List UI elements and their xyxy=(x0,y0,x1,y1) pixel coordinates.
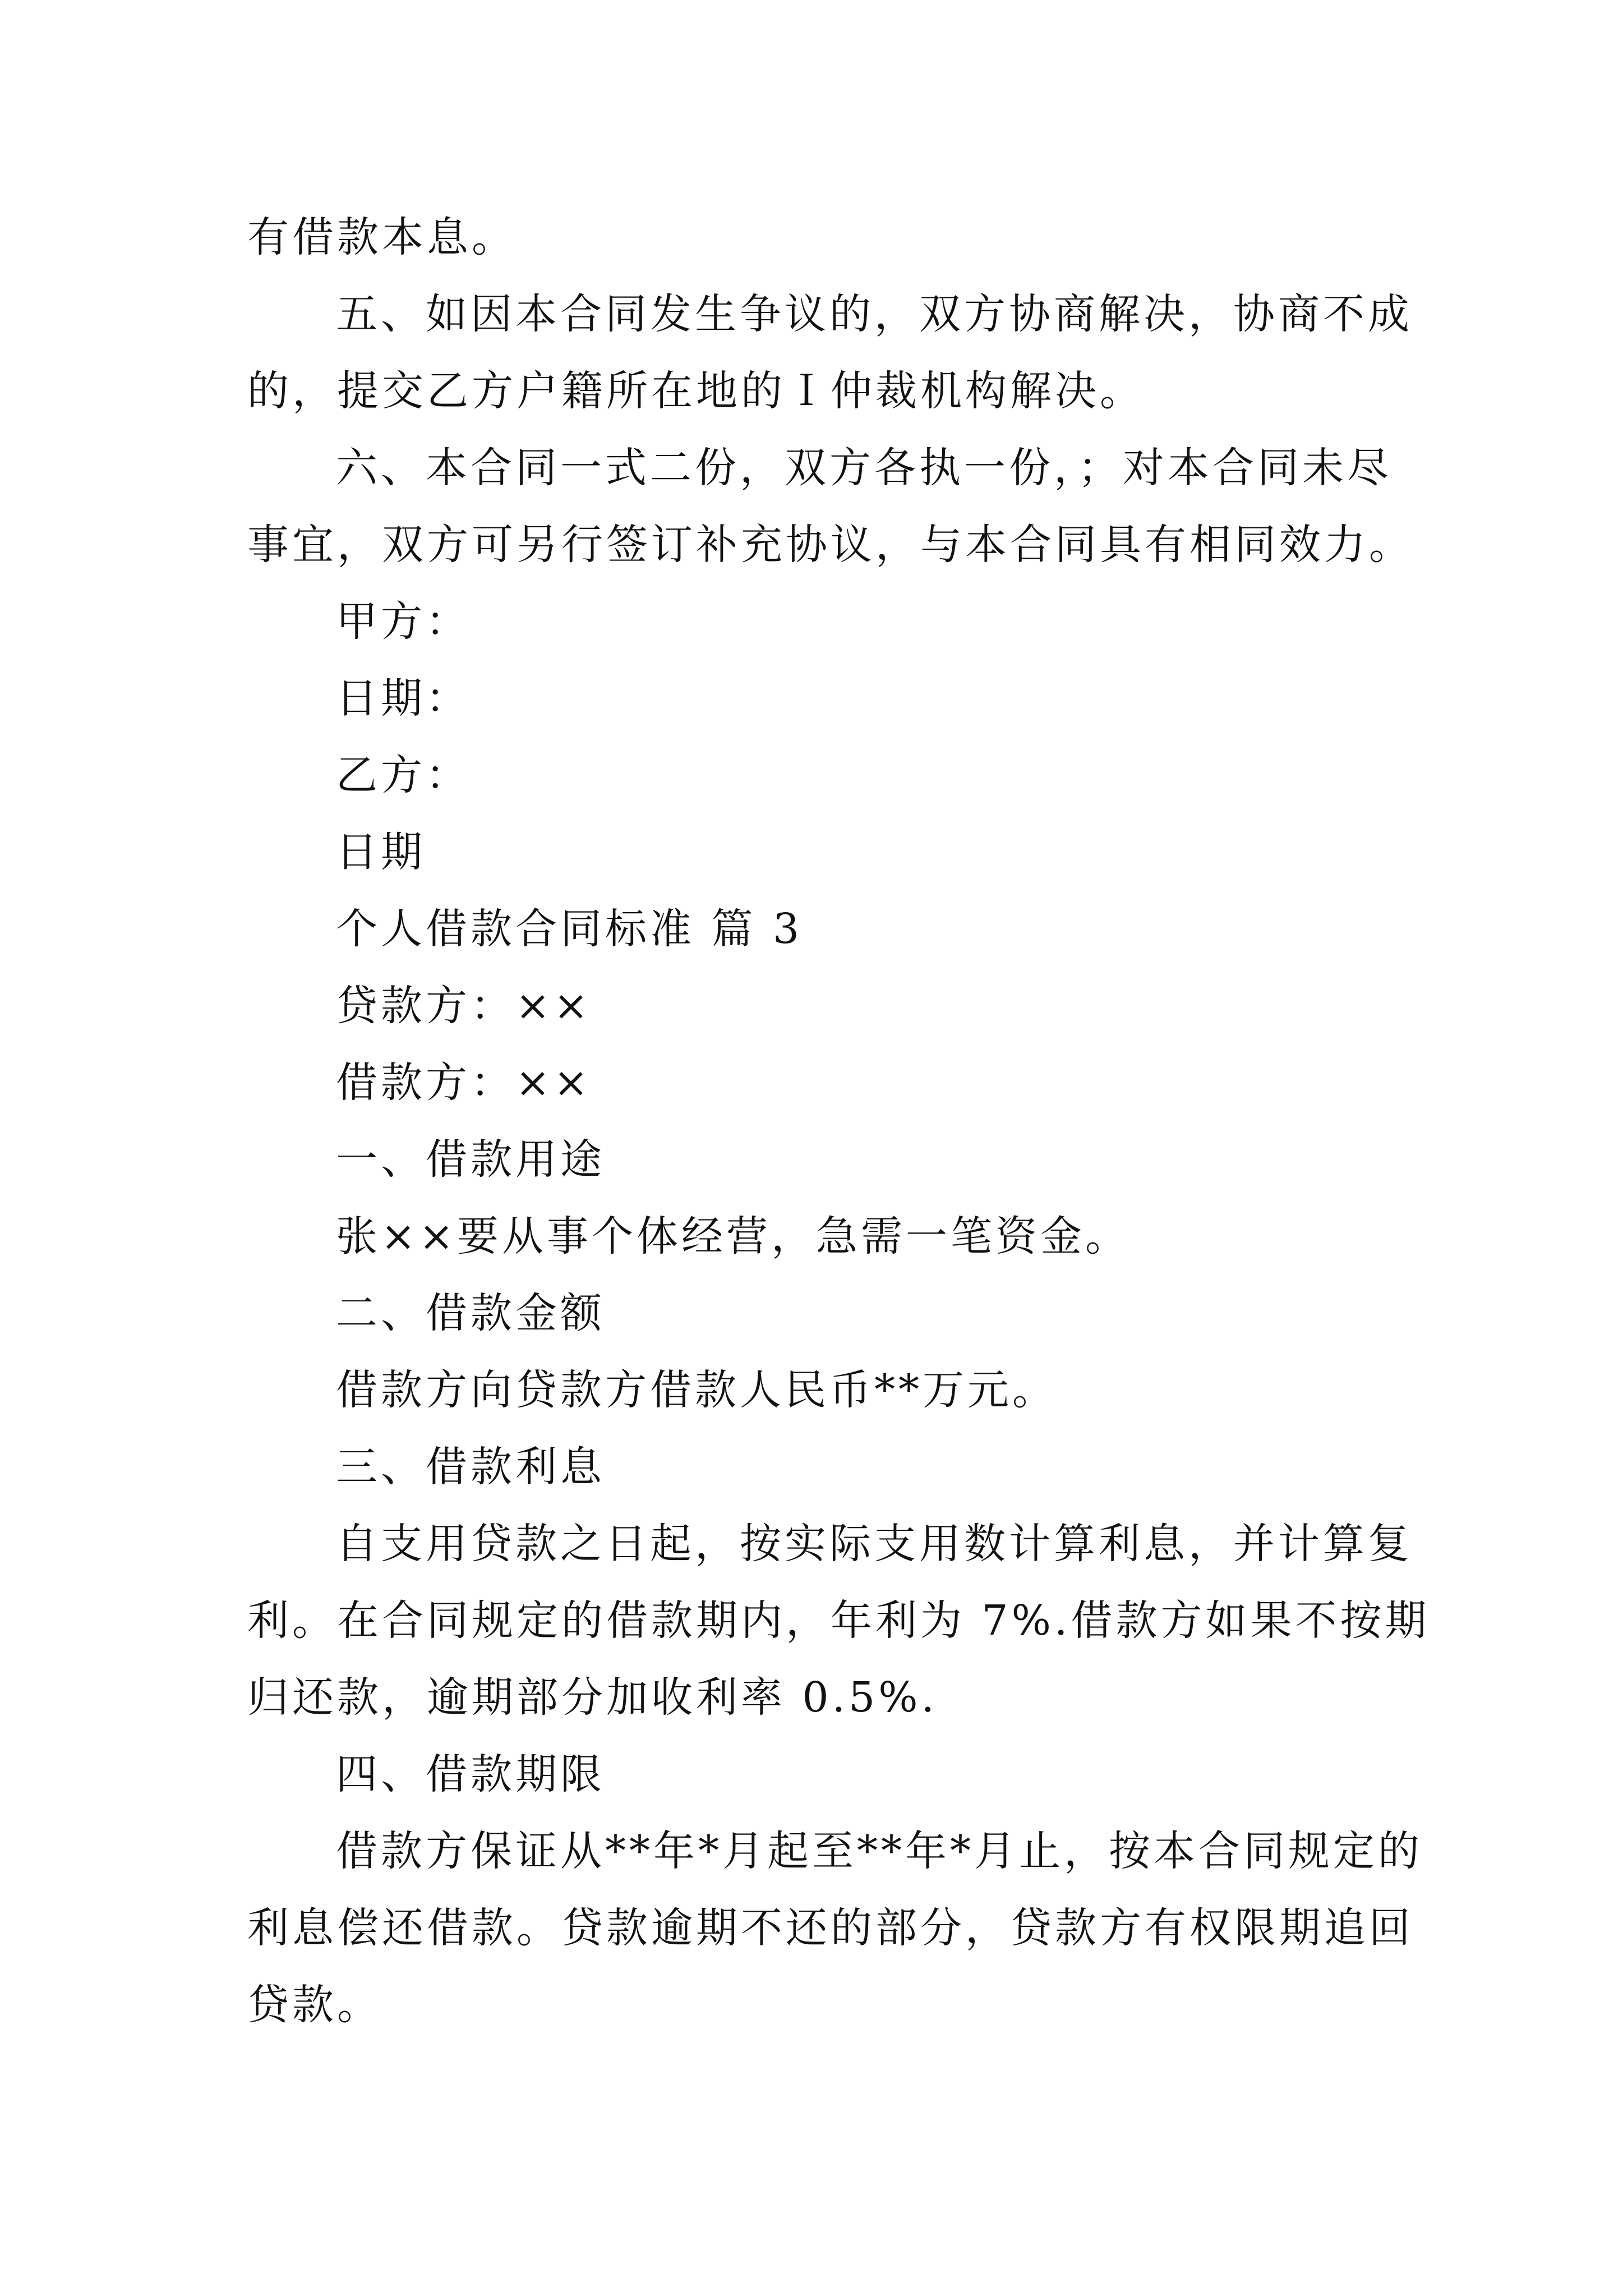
document-body xyxy=(247,199,1430,2044)
borrower-line: 借款方：×× xyxy=(336,1059,592,1107)
clause-text-3b: 利。在合同规定的借款期内，年利为 7%.借款方如果不按期 xyxy=(247,1596,1430,1645)
date-label-1: 日期： xyxy=(336,674,471,723)
clause-heading-4: 四、借款期限 xyxy=(336,1750,605,1798)
clause-text-4a: 借款方保证从**年*月起至**年*月止，按本合同规定的 xyxy=(336,1827,1423,1875)
party-b-label: 乙方： xyxy=(336,751,471,799)
text-line-4: 六、本合同一式二份，双方各执一份，；对本合同未尽 xyxy=(336,444,1392,492)
clause-heading-2: 二、借款金额 xyxy=(336,1289,605,1337)
clause-heading-1: 一、借款用途 xyxy=(336,1135,605,1184)
text-line-5: 事宜，双方可另行签订补充协议，与本合同具有相同效力。 xyxy=(247,521,1414,569)
clause-text-3c: 归还款，逾期部分加收利率 0.5%. xyxy=(247,1673,938,1722)
clause-text-3a: 自支用贷款之日起，按实际支用数计算利息，并计算复 xyxy=(336,1520,1413,1568)
text-line-3: 的，提交乙方户籍所在地的Ｉ仲裁机构解决。 xyxy=(247,367,1145,415)
date-label-2: 日期 xyxy=(336,828,426,876)
text-line-1: 有借款本息。 xyxy=(247,213,517,261)
section-heading: 个人借款合同标准 篇 3 xyxy=(336,905,803,953)
clause-text-2: 借款方向贷款方借款人民币**万元。 xyxy=(336,1366,1057,1414)
clause-heading-3: 三、借款利息 xyxy=(336,1443,605,1491)
text-line-2: 五、如因本合同发生争议的，双方协商解决，协商不成 xyxy=(336,290,1413,338)
clause-text-4c: 贷款。 xyxy=(247,1981,382,2029)
lender-line: 贷款方：×× xyxy=(336,982,592,1030)
clause-text-1: 张××要从事个体经营，急需一笔资金。 xyxy=(336,1212,1131,1260)
party-a-label: 甲方： xyxy=(336,597,471,646)
clause-text-4b: 利息偿还借款。贷款逾期不还的部分，贷款方有权限期追回 xyxy=(247,1904,1414,1952)
